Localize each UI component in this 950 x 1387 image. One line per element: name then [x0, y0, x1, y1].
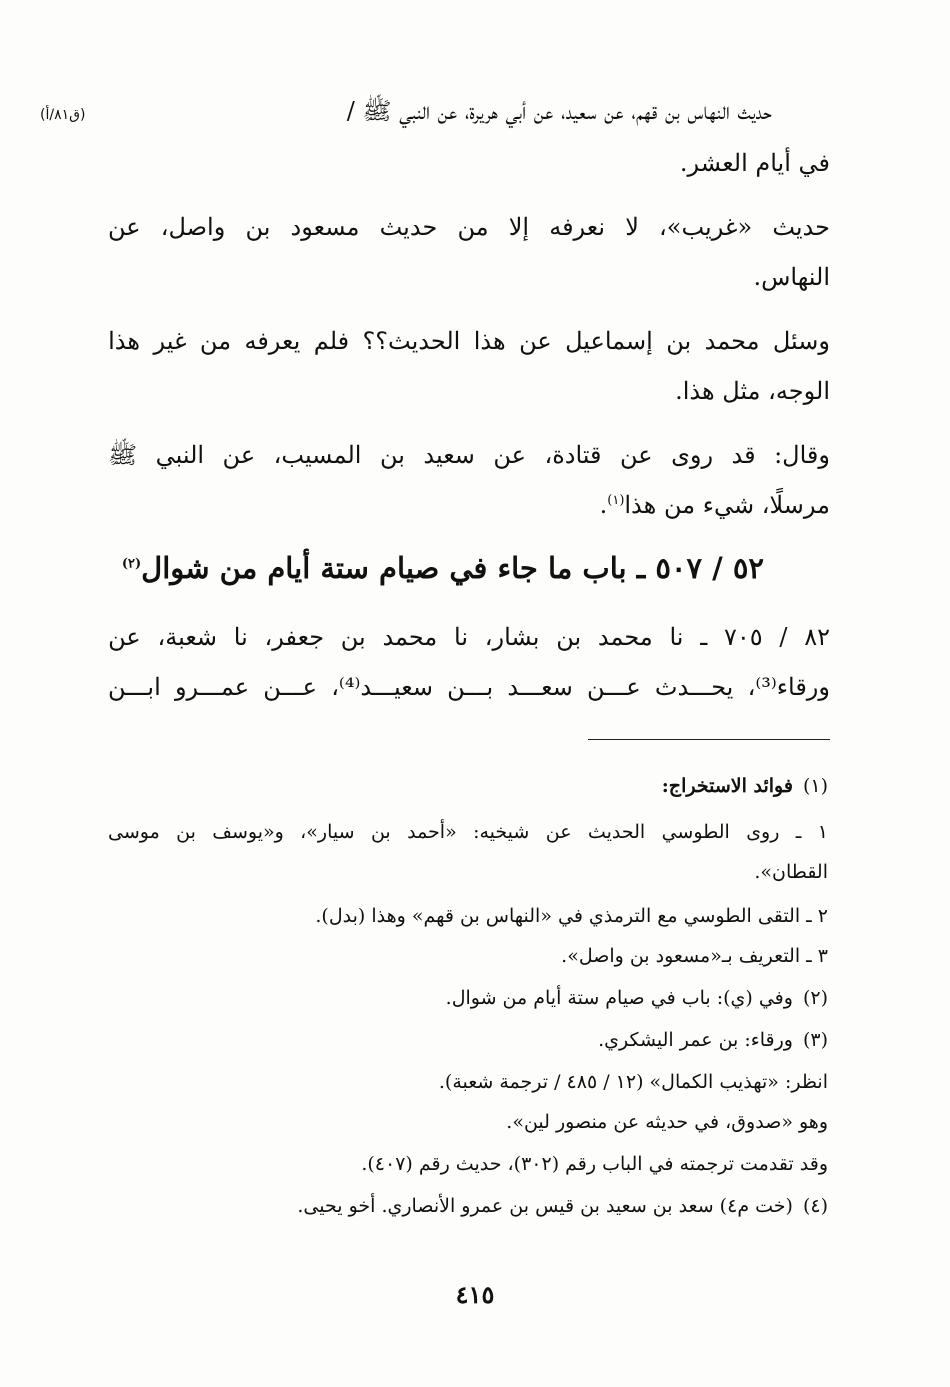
word: ـ [700, 623, 708, 651]
word: لا [625, 213, 639, 241]
word: ﷺ [108, 441, 138, 469]
word: وقال: [774, 441, 830, 469]
word: بن [340, 623, 366, 651]
word: سعـــد [507, 673, 573, 701]
footnote-3-line-2: انظر: «تهذيب الكمال» (١٢ / ٤٨٥ / ترجمة شعبة). [438, 1071, 828, 1093]
word: محمد [704, 327, 760, 355]
word: إلا [508, 213, 530, 241]
footnote-ref-2: (٢) [121, 556, 142, 572]
word: هذا [473, 327, 506, 355]
word: سعيد [423, 441, 475, 469]
footnote-1-item-3: ٣ ـ التعريف بـ«مسعود بن واصل». [561, 945, 828, 967]
word: جعفر، [264, 623, 325, 651]
word: غير [153, 327, 187, 355]
footnote-2: (٢)وفي (ي): باب في صيام ستة أيام من شوال. [445, 987, 828, 1009]
word: عمـــرو [174, 673, 250, 701]
word: «غريب»، [659, 213, 753, 241]
paragraph-5-line-1 [108, 620, 830, 654]
word: هذا [108, 327, 141, 355]
paragraph-5-line-2 [108, 670, 830, 704]
word: النبي [155, 441, 205, 469]
word: عـــن [263, 673, 317, 701]
word: عن [108, 213, 141, 241]
word: يحـــدث [654, 673, 734, 701]
word: عن [222, 441, 256, 469]
word: نا [454, 623, 469, 651]
word: عن [620, 441, 653, 469]
word: عن [108, 623, 141, 651]
word: قتادة، [544, 441, 602, 469]
word: نعرفه [549, 213, 606, 241]
word: شعبة، [157, 623, 218, 651]
footnote-3: (٣)ورقاء: بن عمر اليشكري. [598, 1029, 828, 1051]
word: المسيب، [273, 441, 362, 469]
word: عن [493, 441, 526, 469]
paragraph-3-line-2: الوجه، مثل هذا. [675, 377, 830, 405]
word: ٨٢ [804, 623, 830, 651]
word: حديث [772, 213, 830, 241]
paragraph-4-line-2: مرسلًا، شيء من هذا$^{(١)}$. [599, 491, 830, 519]
word: من [457, 213, 489, 241]
word: بن [556, 623, 582, 651]
word: نا [233, 623, 248, 651]
paragraph-4-line-1 [108, 438, 830, 472]
word: ابـــن [108, 673, 161, 701]
word: / [779, 623, 788, 651]
word: محمد [597, 623, 653, 651]
word: قد [731, 441, 756, 469]
page-number: ٤١٥ [455, 1280, 495, 1309]
footnote-3-line-4: وقد تقدمت ترجمته في الباب رقم (٣٠٢)، حديث رقم (٤٠٧). [361, 1153, 828, 1175]
word: بشار، [484, 623, 540, 651]
footnote-1-item-1-line-1: ١ ـ روى الطوسي الحديث عن شيخيه: «أحمد بن سيار»، و«يوسف بن موسى [108, 821, 828, 843]
word: بن [666, 327, 692, 355]
word: إسماعيل [565, 327, 653, 355]
footnote-4: (٤)(خت م٤) سعد بن سعيد بن قيس بن عمرو الأنصاري. أخو يحيى. [297, 1195, 828, 1217]
footnote-1-item-1-line-2: القطان». [754, 861, 828, 883]
word: عن [519, 327, 552, 355]
word: من [199, 327, 232, 355]
manuscript-folio-marker: (ق٨١/أ) [40, 107, 86, 123]
word: مسعود [290, 213, 360, 241]
word: محمد [382, 623, 438, 651]
paragraph-2-line-1 [108, 210, 830, 244]
word: ورقاء⁽³⁾، [747, 673, 830, 701]
word: حديث [379, 213, 438, 241]
footnote-ref-1: (١) [607, 493, 625, 508]
word: واصل، [160, 213, 226, 241]
word: ٧٠٥ [723, 623, 763, 651]
footnote-1-item-2: ٢ ـ التقى الطوسي مع الترمذي في «النهاس بن قهم» وهذا (بدل). [315, 905, 828, 927]
word: بن [379, 441, 405, 469]
footnote-1-heading: (١)فوائد الاستخراج: [661, 775, 828, 797]
word: نا [669, 623, 684, 651]
word: روى [671, 441, 714, 469]
paragraph-2-line-2: النهاس. [753, 263, 830, 291]
word: يعرفه [244, 327, 301, 355]
chapter-heading: ٥٢ / ٥٠٧ ـ باب ما جاء في صيام ستة أيام من شوال$^{(٢)}$ [121, 551, 764, 585]
word: بـــن [447, 673, 494, 701]
paragraph-1-line-1: حديث النهاس بن قهم، عن سعيد، عن أبي هريرة، عن النبي ﷺ / [346, 97, 772, 125]
footnote-separator [588, 739, 830, 740]
word: بن [245, 213, 271, 241]
word: فلم [313, 327, 350, 355]
footnote-3-line-3: وهو «صدوق، في حديثه عن منصور لين». [506, 1111, 828, 1133]
paragraph-1-line-2: في أيام العشر. [679, 149, 830, 177]
word: عـــن [587, 673, 641, 701]
word: وسئل [772, 327, 830, 355]
paragraph-3-line-1 [108, 324, 830, 358]
word: الحديث؟؟ [362, 327, 461, 355]
word: سعيـــد⁽⁴⁾، [331, 673, 433, 701]
